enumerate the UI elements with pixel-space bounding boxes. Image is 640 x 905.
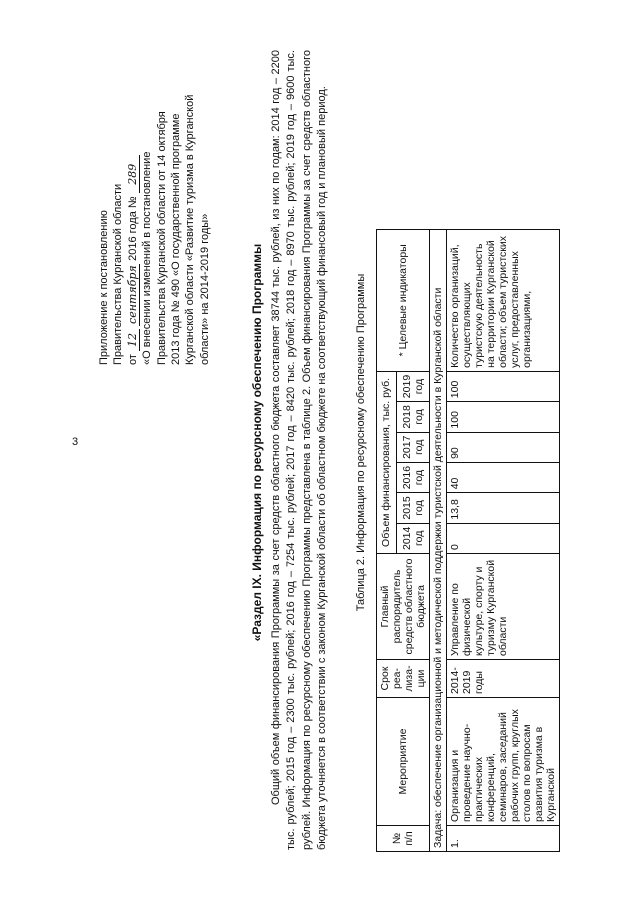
header-indicators: * Целевые индикаторы — [377, 229, 430, 371]
header-event: Мероприятие — [377, 698, 430, 826]
header-term: Срок реа-лиза-ции — [377, 660, 430, 698]
handwritten-number: 289 — [127, 155, 140, 193]
handwritten-month: сентября — [125, 265, 139, 324]
approval-line: Правительства Курганской области от 14 октября — [155, 111, 168, 365]
row-event: Организация и проведение научно-практических конференций, семинаров, заседаний рабочих групп, круглых столов по вопросам развития туризма в Курганской — [447, 698, 560, 826]
header-year: 2019 год — [396, 371, 429, 401]
resource-table — [376, 229, 560, 852]
handwritten-day: 12 — [127, 329, 140, 351]
row-manager: Управление по физической культуре, спорту и туризму Курганской области — [447, 554, 560, 660]
date-mid: 2016 года № — [126, 196, 139, 261]
row-value: 100 — [447, 371, 560, 401]
row-value: 13,8 — [447, 493, 560, 523]
header-year: 2017 год — [396, 432, 429, 462]
approval-line: области» на 2014-2019 годы» — [198, 213, 211, 365]
row-value: 0 — [447, 523, 560, 553]
row-indicators: Количество организаций, осуществляющих туристскую деятельность на территории Курганской области; объем туристских услуг, предоставленных организациями, — [447, 229, 560, 371]
body-paragraph: Общий объем финансирования Программы за счет средств областного бюджета составляет 38744 тыс. рублей, из них по годам: 2014 год – 2200 тыс. рублей; 2015 год – 2300 тыс. рублей; 2016 год – 7254 тыс. рублей; 2017 год – 8420 тыс. рублей; 2018 год – 8970 тыс. рублей; 2019 год – 9600 тыс. рублей. Информация по ресурсному обеспечению Программы представлена в таблице 2. Объем финансирования Программы за счет средств областного бюджета уточняется в соответствии с законом Курганской области об областном бюджете на соответствующий финансовый год и плановый период. — [270, 50, 328, 850]
approval-block — [97, 35, 212, 365]
row-value: 40 — [447, 462, 560, 492]
approval-line: Правительства Курганской области — [112, 183, 125, 365]
approval-line: Курганской области «Развитие туризма в Курганской — [184, 94, 197, 365]
table-task-row — [430, 229, 447, 851]
approval-line: 2013 года № 490 «О государственной программе — [170, 113, 183, 365]
date-prefix: от — [126, 354, 139, 365]
header-year: 2016 год — [396, 462, 429, 492]
section-title: «Раздел IX. Информация по ресурсному обеспечению Программы — [250, 243, 264, 642]
table-row — [447, 229, 560, 851]
row-value: 100 — [447, 402, 560, 432]
row-value: 90 — [447, 432, 560, 462]
header-year: 2014 год — [396, 523, 429, 553]
approval-line: «О внесении изменений в постановление — [141, 151, 154, 365]
header-manager: Главный распорядитель средств областного бюджета — [377, 554, 430, 660]
header-year: 2015 год — [396, 493, 429, 523]
page-number: 3 — [72, 436, 79, 448]
approval-line: Приложение к постановлению — [98, 210, 110, 365]
row-num: 1. — [447, 826, 560, 852]
table-caption: Таблица 2. Информация по ресурсному обеспечению Программы — [355, 273, 367, 612]
table-header-row — [377, 229, 397, 851]
header-num: № п/п — [377, 826, 430, 852]
header-year: 2018 год — [396, 402, 429, 432]
approval-date-line — [126, 35, 140, 365]
row-term: 2014-2019 годы — [447, 660, 560, 698]
task-cell: Задача: обеспечение организационной и методической поддержки туристской деятельности в Курганской области — [430, 229, 447, 851]
document-content — [60, 5, 620, 880]
header-funding: Объем финансирования, тыс. руб. — [377, 371, 397, 553]
